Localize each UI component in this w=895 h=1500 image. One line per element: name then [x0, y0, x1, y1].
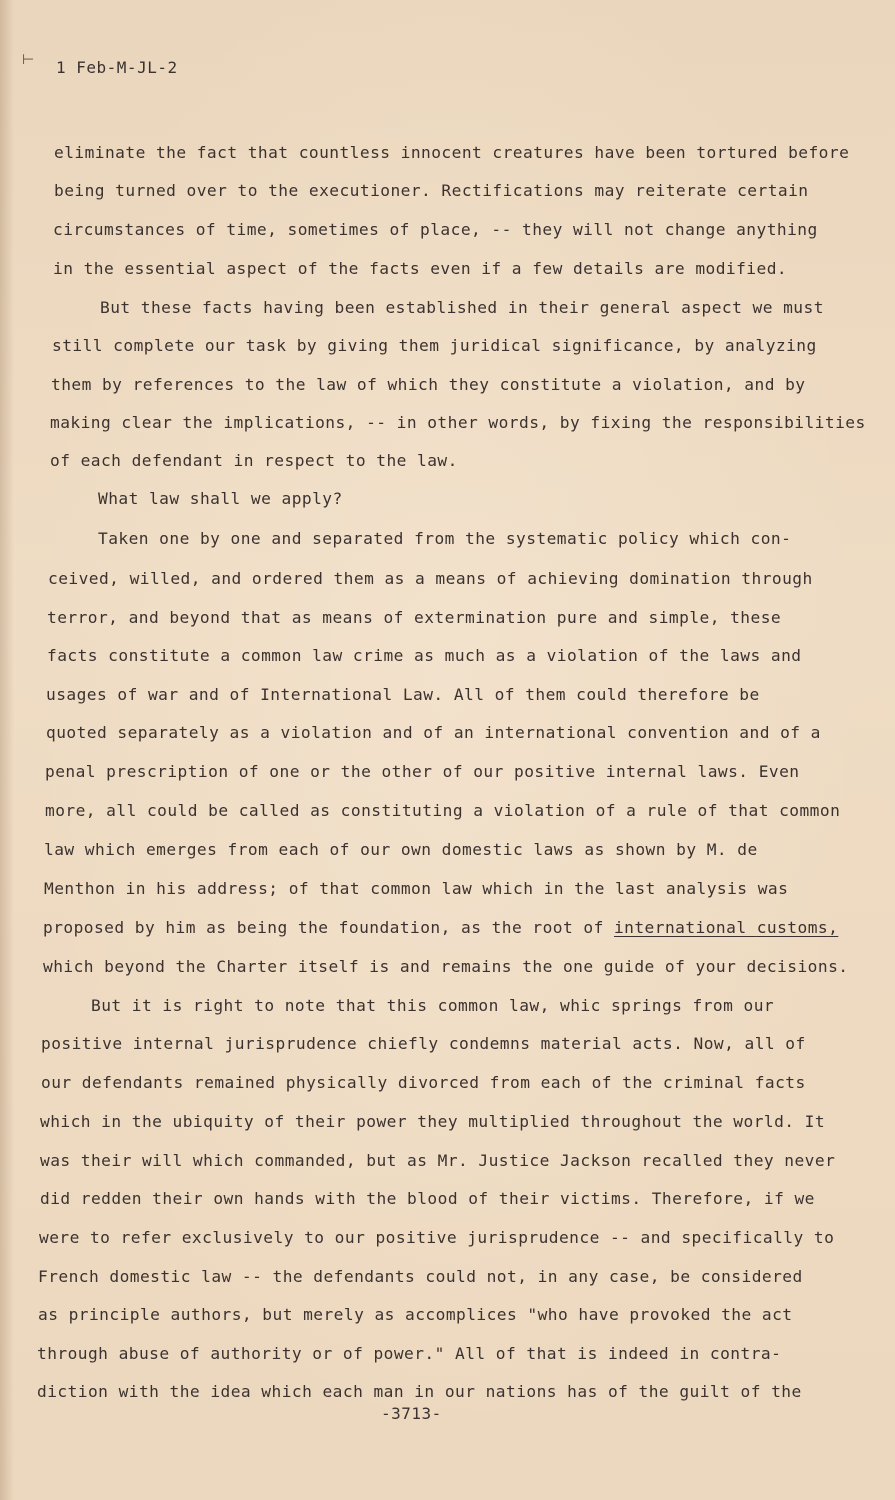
- text-line: terror, and beyond that as means of extermination pure and simple, these: [47, 608, 782, 627]
- text-line: of each defendant in respect to the law.: [50, 451, 458, 470]
- text-line: as principle authors, but merely as accomplices "who have provoked the act: [38, 1305, 793, 1324]
- text-line: But these facts having been established in their general aspect we must: [100, 298, 824, 317]
- page-code: 1 Feb-M-JL-2: [56, 58, 178, 77]
- text-line: Menthon in his address; of that common law which in the last analysis was: [44, 879, 789, 898]
- paper-edge-shadow: [0, 0, 14, 1500]
- page-number: -3713-: [381, 1404, 442, 1423]
- text-line: [43, 918, 838, 938]
- text-line: which in the ubiquity of their power they multiplied throughout the world. It: [40, 1112, 826, 1131]
- text-line: quoted separately as a violation and of an international convention and of a: [46, 723, 821, 742]
- text-line: eliminate the fact that countless innocent creatures have been tortured before: [54, 143, 850, 162]
- text-line: diction with the idea which each man in our nations has of the guilt of the: [37, 1382, 802, 1401]
- text-line: still complete our task by giving them juridical significance, by analyzing: [52, 336, 817, 355]
- text-line: Taken one by one and separated from the systematic policy which con-: [98, 529, 792, 548]
- text-line: law which emerges from each of our own domestic laws as shown by M. de: [44, 840, 758, 859]
- text-line: being turned over to the executioner. Rectifications may reiterate certain: [54, 181, 809, 200]
- text-line: through abuse of authority or of power." All of that is indeed in contra-: [37, 1344, 782, 1363]
- text-line: our defendants remained physically divorced from each of the criminal facts: [41, 1073, 806, 1092]
- text-segment: ,: [828, 918, 839, 937]
- text-line: making clear the implications, -- in other words, by fixing the responsibilities: [50, 413, 866, 432]
- text-line: facts constitute a common law crime as much as a violation of the laws and: [47, 646, 802, 665]
- text-line: French domestic law -- the defendants could not, in any case, be considered: [38, 1267, 803, 1286]
- text-line: But it is right to note that this common law, whic springs from our: [91, 996, 775, 1015]
- text-line: What law shall we apply?: [98, 489, 343, 508]
- text-line: were to refer exclusively to our positive jurisprudence -- and specifically to: [39, 1228, 835, 1247]
- text-line: more, all could be called as constituting a violation of a rule of that common: [45, 801, 841, 820]
- text-line: usages of war and of International Law. All of them could therefore be: [46, 685, 760, 704]
- text-line: penal prescription of one or the other of our positive internal laws. Even: [45, 762, 800, 781]
- text-line: in the essential aspect of the facts even if a few details are modified.: [53, 259, 788, 278]
- underlined-word: customs: [756, 918, 829, 937]
- text-segment: proposed by him as being the foundation, as the root of: [43, 918, 614, 937]
- text-line: them by references to the law of which they constitute a violation, and by: [51, 375, 806, 394]
- text-line: circumstances of time, sometimes of place, -- they will not change anything: [53, 220, 818, 239]
- underlined-word: international: [613, 918, 747, 937]
- text-line: was their will which commanded, but as Mr. Justice Jackson recalled they never: [40, 1151, 836, 1170]
- margin-mark: ⊢: [22, 52, 35, 68]
- text-line: positive internal jurisprudence chiefly condemns material acts. Now, all of: [41, 1034, 806, 1053]
- text-line: ceived, willed, and ordered them as a means of achieving domination through: [48, 569, 813, 588]
- text-line: which beyond the Charter itself is and remains the one guide of your decisions.: [43, 957, 849, 976]
- text-line: did redden their own hands with the blood of their victims. Therefore, if we: [40, 1189, 815, 1208]
- underlined-space: [747, 918, 757, 937]
